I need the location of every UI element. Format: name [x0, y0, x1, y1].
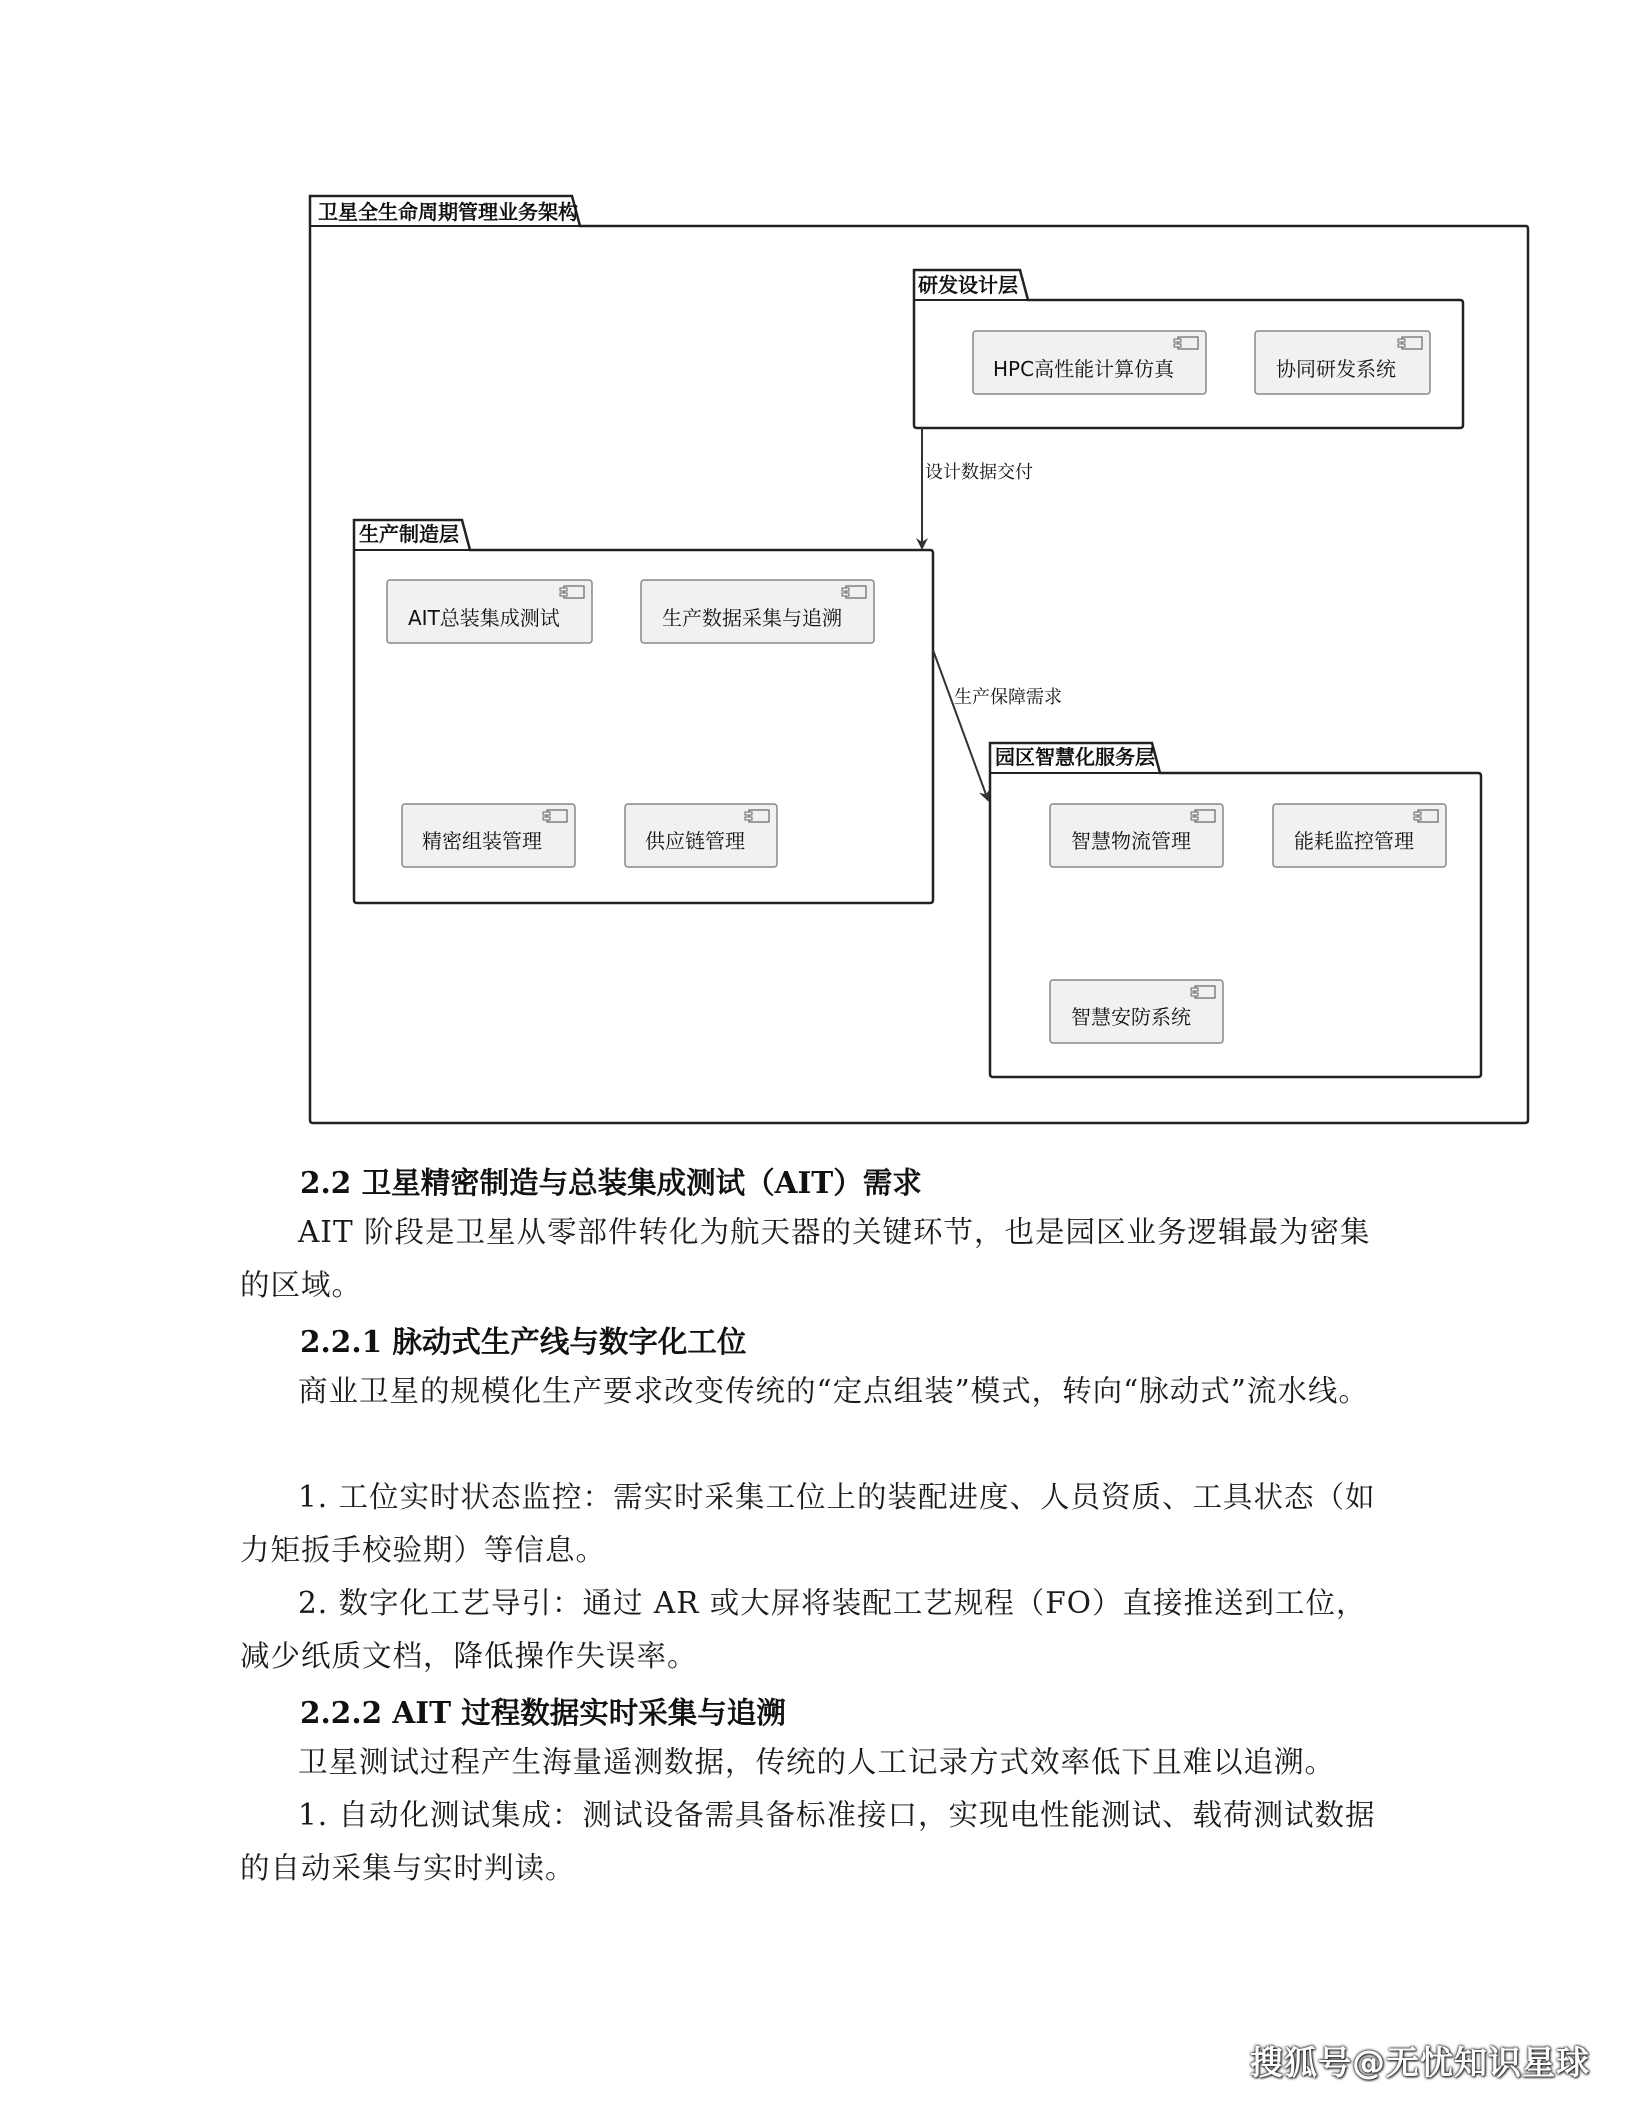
component-box [1050, 980, 1223, 1043]
component-box [1273, 804, 1446, 867]
section-2-2-paragraph: AIT 阶段是卫星从零部件转化为航天器的关键环节，也是园区业务逻辑最为密集的区域。 [240, 1215, 1371, 1302]
outer-package-title: 卫星全生命周期管理业务架构 [318, 200, 578, 224]
component-label: 能耗监控管理 [1294, 829, 1414, 853]
arrow-label: 生产保障需求 [954, 687, 1062, 708]
manufacturing-layer [354, 520, 933, 903]
component-label: HPC高性能计算仿真 [993, 357, 1175, 381]
arrow-label: 设计数据交付 [925, 462, 1033, 483]
manufacturing-layer-title: 生产制造层 [359, 522, 459, 546]
component-box [387, 580, 592, 643]
park-layer-title: 园区智慧化服务层 [995, 745, 1155, 769]
component-label: 生产数据采集与追溯 [662, 606, 842, 630]
component-box [625, 804, 777, 867]
section-2-2-2-paragraph: 卫星测试过程产生海量遥测数据，传统的人工记录方式效率低下且难以追溯。 [298, 1745, 1336, 1779]
component-box [641, 580, 874, 643]
component-label: 智慧安防系统 [1071, 1005, 1191, 1029]
list-item: 1. 工位实时状态监控：需实时采集工位上的装配进度、人员资质、工具状态（如力矩扳手校验期）等信息。 [240, 1480, 1376, 1567]
section-heading-2-2-2: 2.2.2 AIT 过程数据实时采集与追溯 [300, 1695, 786, 1730]
park-layer [990, 743, 1481, 1077]
component-label: 精密组装管理 [422, 829, 542, 853]
component-label: 协同研发系统 [1276, 357, 1396, 381]
list-item: 2. 数字化工艺导引：通过 AR 或大屏将装配工艺规程（FO）直接推送到工位，减少纸质文档，降低操作失误率。 [240, 1586, 1367, 1673]
component-box [1050, 804, 1223, 867]
component-box [1255, 331, 1430, 394]
component-label: 供应链管理 [645, 829, 745, 853]
rnd-layer-title: 研发设计层 [918, 273, 1018, 297]
list-item: 1. 自动化测试集成：测试设备需具备标准接口，实现电性能测试、载荷测试数据的自动采集与实时判读。 [240, 1798, 1376, 1885]
component-box [973, 331, 1206, 394]
watermark: 搜狐号@无忧知识星球 [1250, 2043, 1590, 2082]
component-box [402, 804, 575, 867]
section-2-2-1-paragraph: 商业卫星的规模化生产要求改变传统的“定点组装”模式，转向“脉动式”流水线。 [298, 1374, 1369, 1408]
component-label: 智慧物流管理 [1071, 829, 1191, 853]
section-heading-2-2-1: 2.2.1 脉动式生产线与数字化工位 [300, 1324, 747, 1359]
section-heading-2-2: 2.2 卫星精密制造与总装集成测试（AIT）需求 [300, 1165, 922, 1200]
component-label: AIT总装集成测试 [408, 606, 560, 630]
